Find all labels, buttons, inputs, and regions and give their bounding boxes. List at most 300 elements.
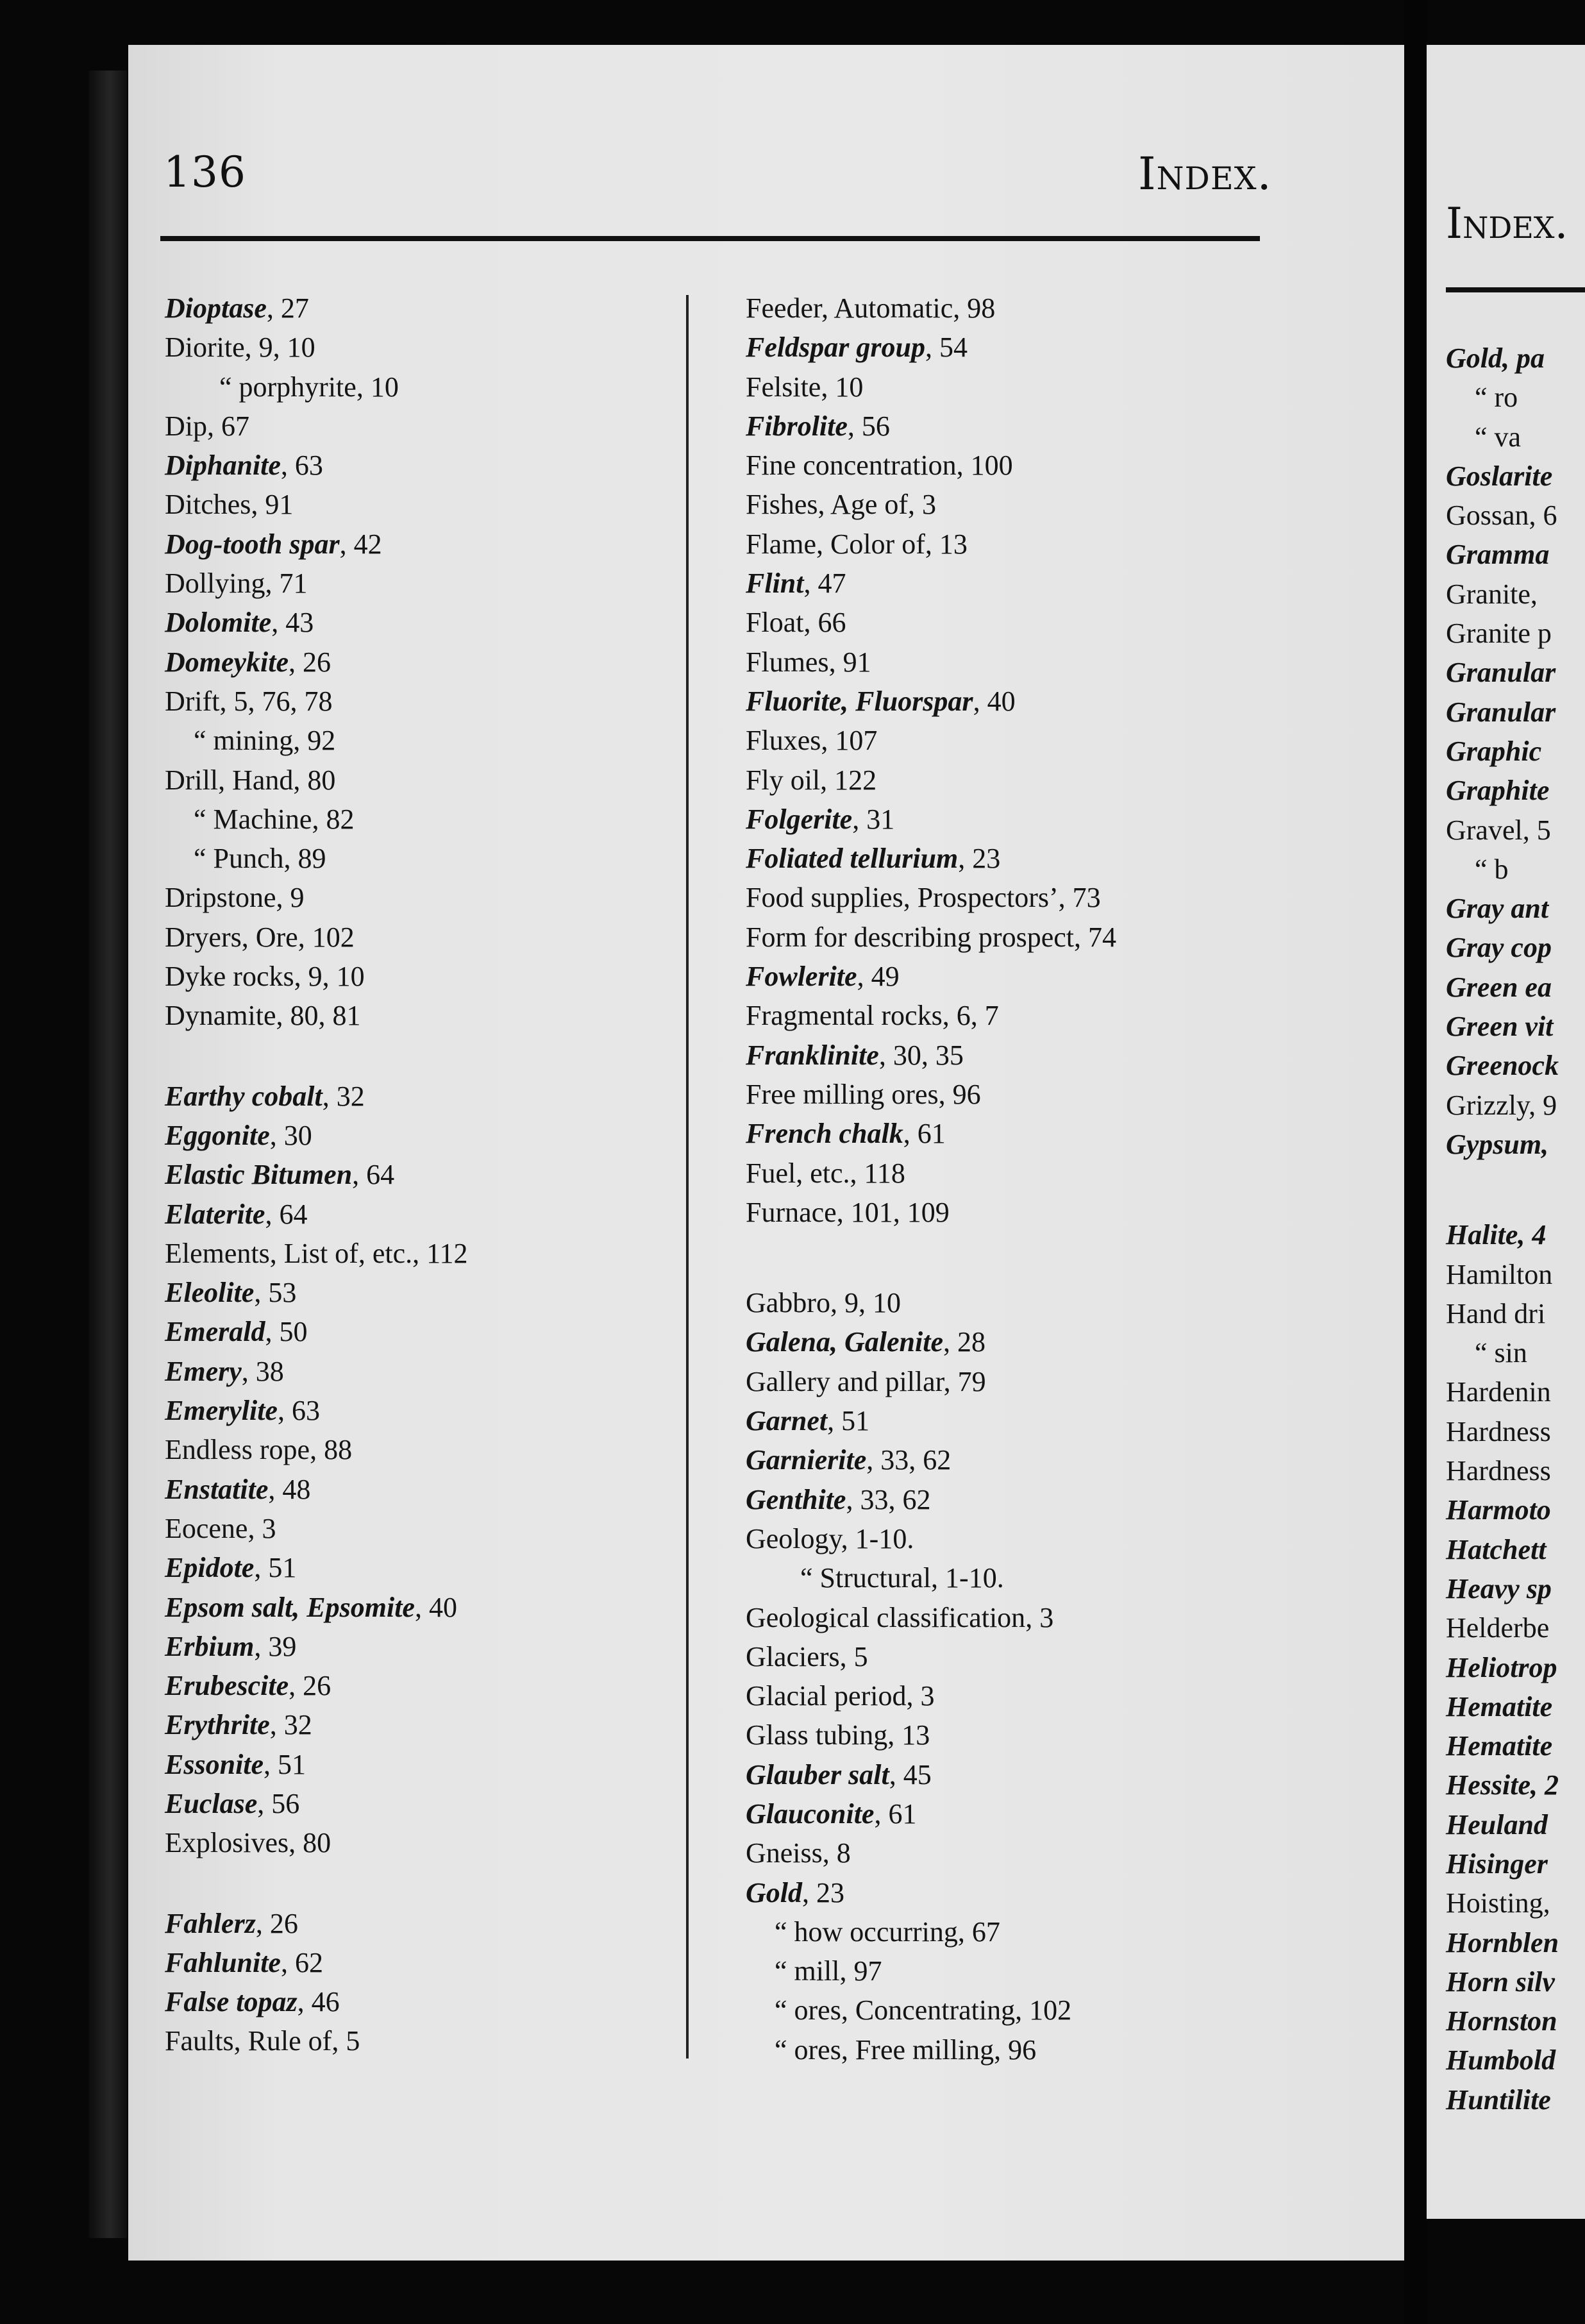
index-term: Enstatite <box>165 1473 269 1505</box>
page-references: , 26 <box>289 1670 331 1702</box>
index-term: Hardenin <box>1446 1376 1551 1408</box>
page-references: , 107 <box>821 725 878 757</box>
index-term: Graphic <box>1446 735 1542 767</box>
index-entry <box>165 328 468 367</box>
index-term: Essonite <box>165 1748 264 1780</box>
index-entry <box>746 839 1116 878</box>
index-term: Flumes <box>746 646 829 678</box>
index-entry <box>1446 1007 1559 1046</box>
index-term: Huntilite <box>1446 2084 1551 2116</box>
index-term: Eocene <box>165 1512 248 1544</box>
index-term: Heuland <box>1446 1808 1548 1840</box>
index-entry <box>746 525 1116 564</box>
index-term: Emerylite <box>165 1395 278 1427</box>
index-term: Dip <box>165 410 207 442</box>
index-term: Genthite <box>746 1483 846 1515</box>
index-entry <box>1446 1805 1559 1844</box>
index-entry <box>165 1548 468 1587</box>
index-entry <box>165 800 468 839</box>
index-term: Glaciers <box>746 1640 840 1672</box>
page-references: , 74 <box>1074 921 1116 953</box>
index-term: Humbold <box>1446 2044 1556 2076</box>
index-entry <box>165 1784 468 1823</box>
index-term: Hatchett <box>1446 1533 1547 1565</box>
index-term: Dioptase <box>165 292 267 324</box>
page-number: 136 <box>164 147 246 197</box>
index-term: Geological classification <box>746 1601 1026 1633</box>
index-entry <box>1446 732 1559 771</box>
page-references: , 96 <box>994 2034 1037 2066</box>
index-entry <box>165 1077 468 1116</box>
index-entry <box>165 367 468 407</box>
index-entry <box>1446 1844 1559 1883</box>
index-term: Hornblen <box>1446 1926 1559 1958</box>
index-term: Fowlerite <box>746 961 857 993</box>
index-entry <box>165 289 468 328</box>
page-references: , 48 <box>268 1473 311 1505</box>
index-entry <box>746 643 1116 682</box>
index-entry <box>165 1666 468 1705</box>
index-term: “ mill <box>775 1955 840 1987</box>
index-entry <box>1446 811 1559 850</box>
index-term: Gramma <box>1446 539 1550 571</box>
section-gap <box>746 1232 1116 1283</box>
facing-page-column <box>1446 339 1559 2119</box>
index-entry <box>746 996 1116 1035</box>
index-term: Diphanite <box>165 450 281 482</box>
index-entry <box>746 367 1116 407</box>
index-entry <box>1446 1086 1559 1125</box>
index-term: Elements, List of, etc. <box>165 1237 413 1269</box>
page-references: , 42 <box>339 528 382 560</box>
index-entry <box>165 407 468 446</box>
index-term: Folgerite <box>746 803 853 835</box>
index-term: Garnierite <box>746 1444 867 1476</box>
index-entry <box>746 1480 1116 1519</box>
page-references: , 6, 7 <box>942 1000 999 1032</box>
page-references: , 13 <box>925 528 968 560</box>
index-entry <box>165 682 468 721</box>
page-references: , 61 <box>903 1118 946 1150</box>
index-term: Feldspar group <box>746 332 925 364</box>
index-term: Graphite <box>1446 775 1550 807</box>
index-entry <box>1446 339 1559 378</box>
page-references: , 102 <box>1015 1994 1072 2026</box>
index-term: Gneiss <box>746 1837 823 1869</box>
index-term: Free milling ores <box>746 1078 939 1110</box>
index-term: Faults, Rule of <box>165 2025 332 2057</box>
page-references: , 51 <box>264 1748 306 1780</box>
index-term: Franklinite <box>746 1039 879 1071</box>
index-term: Elaterite <box>165 1198 265 1230</box>
index-term: Fluorite, Fluorspar <box>746 685 973 717</box>
index-term: Furnace <box>746 1196 837 1228</box>
page-references: , 64 <box>352 1159 395 1191</box>
page-references: , 32 <box>322 1080 365 1112</box>
page-references: , 3 <box>906 1680 935 1712</box>
index-term: Dollying <box>165 568 265 600</box>
index-entry <box>746 800 1116 839</box>
section-gap <box>165 1863 468 1904</box>
index-term: “ how occurring <box>775 1916 958 1948</box>
index-entry <box>1446 1215 1559 1254</box>
running-head-title: Index. <box>1138 147 1272 200</box>
index-term: Hamilton <box>1446 1258 1553 1290</box>
index-entry <box>165 721 468 760</box>
index-term: Harmoto <box>1446 1494 1551 1526</box>
index-term: Food supplies, Prospectors’ <box>746 882 1059 914</box>
page-references: , 66 <box>803 607 846 639</box>
index-term: Glacial period <box>746 1680 907 1712</box>
index-entry <box>1446 2080 1559 2119</box>
index-term: French chalk <box>746 1118 903 1150</box>
index-entry <box>165 1904 468 1943</box>
page-references: , 26 <box>289 646 331 678</box>
page-references: , 56 <box>847 410 890 442</box>
binding-edge <box>88 71 127 2238</box>
page-references: , 23 <box>958 843 1001 875</box>
index-term: Gold, pa <box>1446 342 1545 374</box>
index-term: Foliated tellurium <box>746 843 959 875</box>
page-references: , 97 <box>839 1955 882 1987</box>
index-term: Horn silv <box>1446 1966 1555 1998</box>
index-entry <box>746 2030 1116 2069</box>
page-references: , 49 <box>857 961 900 993</box>
index-entry <box>1446 653 1559 692</box>
index-term: Dyke rocks <box>165 961 294 993</box>
index-term: Form for describing prospect <box>746 921 1074 953</box>
index-term: Emerald <box>165 1316 265 1348</box>
page-references: , 27 <box>266 292 309 324</box>
page-references: , 80 <box>293 764 336 796</box>
index-term: Hardness <box>1446 1415 1551 1447</box>
page-references: , 100 <box>956 450 1013 482</box>
page-references: , 89 <box>283 843 326 875</box>
index-entry <box>165 1234 468 1273</box>
index-entry <box>746 1075 1116 1114</box>
index-entry <box>1446 1608 1559 1647</box>
page-references: , 67 <box>957 1916 1000 1948</box>
page-references: , 51 <box>254 1552 297 1584</box>
index-term: Gravel, 5 <box>1446 814 1551 846</box>
index-term: Gallery and pillar <box>746 1365 944 1397</box>
page-references: , 118 <box>850 1157 905 1189</box>
index-term: False topaz <box>165 1986 298 2018</box>
index-entry <box>746 878 1116 917</box>
index-entry <box>1446 417 1559 457</box>
page-references: , 51 <box>827 1405 870 1437</box>
page-references: , 61 <box>874 1798 917 1830</box>
index-term: Goslarite <box>1446 460 1553 492</box>
index-term: “ b <box>1475 853 1509 885</box>
page-references: , 53 <box>254 1277 297 1309</box>
index-entry <box>165 1745 468 1784</box>
index-term: Flame, Color of <box>746 528 925 560</box>
index-term: Helderbe <box>1446 1612 1550 1644</box>
index-entry <box>746 1873 1116 1912</box>
index-term: Explosives <box>165 1827 289 1859</box>
index-term: Diorite <box>165 332 245 364</box>
index-entry <box>1446 1451 1559 1490</box>
index-term: Erythrite <box>165 1709 270 1741</box>
index-entry <box>1446 928 1559 967</box>
index-term: Glauconite <box>746 1798 875 1830</box>
index-term: Hematite <box>1446 1730 1553 1762</box>
index-entry <box>165 1627 468 1666</box>
index-term: Hand dri <box>1446 1297 1546 1329</box>
index-term: “ ores, Concentrating <box>775 1994 1016 2026</box>
index-entry <box>165 1116 468 1155</box>
index-entry <box>746 918 1116 957</box>
page-references: , 67 <box>207 410 249 442</box>
index-entry <box>746 1598 1116 1637</box>
page-references: , 92 <box>293 725 336 757</box>
index-entry <box>1446 1765 1559 1805</box>
index-entry <box>746 1193 1116 1232</box>
index-entry <box>746 1558 1116 1597</box>
index-entry <box>1446 614 1559 653</box>
index-term: Fine concentration <box>746 450 957 482</box>
index-term: Eleolite <box>165 1277 255 1309</box>
index-entry <box>746 761 1116 800</box>
index-term: Ditches <box>165 489 251 521</box>
column-divider <box>686 295 689 2059</box>
index-entry <box>1446 496 1559 535</box>
index-entry <box>1446 1125 1559 1164</box>
page-references: , 3 <box>908 489 936 521</box>
index-entry <box>165 485 468 524</box>
page-references: , 23 <box>802 1876 844 1908</box>
index-entry <box>165 2021 468 2060</box>
index-term: Epidote <box>165 1552 255 1584</box>
index-entry <box>1446 575 1559 614</box>
index-entry <box>746 1833 1116 1873</box>
page-references: , 91 <box>251 489 294 521</box>
index-term: Glass tubing <box>746 1719 888 1751</box>
index-entry <box>1446 1046 1559 1085</box>
facing-page-rule <box>1446 287 1585 292</box>
index-entry <box>746 289 1116 328</box>
index-entry <box>1446 2001 1559 2041</box>
index-term: Green vit <box>1446 1011 1554 1043</box>
index-term: Hisinger <box>1446 1848 1548 1880</box>
page-references: , 9, 10 <box>244 332 315 364</box>
index-entry <box>746 1283 1116 1322</box>
page-references: , 28 <box>943 1326 985 1358</box>
index-entry <box>1446 1530 1559 1569</box>
index-entry <box>165 1943 468 1982</box>
index-entry <box>1446 457 1559 496</box>
index-term: Gold <box>746 1876 802 1908</box>
index-entry <box>165 446 468 485</box>
index-entry <box>746 564 1116 603</box>
index-entry <box>165 1470 468 1509</box>
index-term: Heliotrop <box>1446 1651 1557 1683</box>
page-references: , 98 <box>953 292 996 324</box>
index-entry <box>165 643 468 682</box>
page-references: , 101, 109 <box>836 1196 950 1228</box>
index-entry <box>1446 1294 1559 1333</box>
index-entry <box>165 564 468 603</box>
page-references: , 9, 10 <box>830 1287 901 1319</box>
page-references: , 32 <box>269 1709 312 1741</box>
page-references: , 9 <box>276 882 305 914</box>
page-references: , 80, 81 <box>276 1000 361 1032</box>
index-entry <box>1446 1923 1559 1962</box>
index-term: Erubescite <box>165 1670 289 1702</box>
index-entry <box>165 1588 468 1627</box>
index-term: Hardness <box>1446 1455 1551 1487</box>
index-term: Gossan, 6 <box>1446 500 1557 532</box>
index-term: Float <box>746 607 804 639</box>
index-entry <box>746 682 1116 721</box>
index-term: Greenock <box>1446 1050 1559 1082</box>
index-entry <box>165 1705 468 1744</box>
page-references: , 45 <box>889 1758 932 1790</box>
page-references: , 5 <box>331 2025 360 2057</box>
page-references: , 54 <box>925 332 968 364</box>
page-references: , 33, 62 <box>866 1444 952 1476</box>
index-term: Fibrolite <box>746 410 848 442</box>
index-entry <box>746 1676 1116 1715</box>
index-term: Hematite <box>1446 1690 1553 1722</box>
index-entry <box>165 1273 468 1312</box>
index-entry <box>1446 1255 1559 1294</box>
index-entry <box>746 603 1116 642</box>
index-term: Drift <box>165 685 220 717</box>
index-entry <box>165 1155 468 1194</box>
index-entry <box>746 328 1116 367</box>
index-entry <box>746 446 1116 485</box>
index-entry <box>1446 1333 1559 1372</box>
page-references: , 30, 35 <box>878 1039 964 1071</box>
page-references: , 64 <box>265 1198 308 1230</box>
index-entry <box>746 1755 1116 1794</box>
index-entry <box>165 1823 468 1862</box>
facing-page <box>1427 45 1585 2219</box>
index-entry <box>165 996 468 1035</box>
index-term: Emery <box>165 1355 242 1387</box>
index-term: Fishes, Age of <box>746 489 908 521</box>
index-term: Fluxes <box>746 725 821 757</box>
index-term: “ ro <box>1475 382 1518 414</box>
index-term: “ va <box>1475 421 1522 453</box>
index-term: “ Structural <box>800 1562 932 1594</box>
index-term: Erbium <box>165 1630 255 1662</box>
index-entry <box>165 1509 468 1548</box>
index-entry <box>165 1195 468 1234</box>
index-entry <box>1446 535 1559 574</box>
index-term: Dripstone <box>165 882 276 914</box>
index-term: Gray cop <box>1446 932 1552 964</box>
index-term: Gabbro <box>746 1287 830 1319</box>
index-term: Dog-tooth spar <box>165 528 340 560</box>
index-entry <box>746 721 1116 760</box>
index-term: Fly oil <box>746 764 821 796</box>
page-references: , 73 <box>1058 882 1101 914</box>
index-term: Endless rope <box>165 1434 310 1466</box>
page-references: , 80 <box>289 1827 331 1859</box>
index-entry <box>746 1440 1116 1479</box>
page-references: , 91 <box>828 646 871 678</box>
index-entry <box>1446 1883 1559 1923</box>
page-references: , 1-10. <box>931 1562 1004 1594</box>
index-term: Fahlerz <box>165 1907 256 1939</box>
index-entry <box>1446 1412 1559 1451</box>
index-term: “ Punch <box>194 843 284 875</box>
section-gap <box>1446 1164 1559 1215</box>
index-term: Flint <box>746 568 804 600</box>
index-entry <box>746 407 1116 446</box>
index-entry <box>1446 771 1559 810</box>
index-entry <box>746 1794 1116 1833</box>
page-references: , 8 <box>822 1837 851 1869</box>
page-references: , 82 <box>312 803 355 835</box>
page-references: , 102 <box>298 921 355 953</box>
index-entry <box>165 839 468 878</box>
page-references: , 9, 10 <box>294 961 365 993</box>
index-term: Glauber salt <box>746 1758 889 1790</box>
index-term: Fahlunite <box>165 1946 281 1978</box>
page-references: , 3 <box>247 1512 276 1544</box>
index-entry <box>165 603 468 642</box>
index-entry <box>746 1154 1116 1193</box>
index-entry <box>1446 1648 1559 1687</box>
index-entry <box>746 1322 1116 1361</box>
index-term: Geology <box>746 1522 841 1554</box>
page-references: , 46 <box>297 1986 340 2018</box>
index-entry <box>746 1362 1116 1401</box>
index-term: “ porphyrite <box>219 371 356 403</box>
index-entry <box>746 1036 1116 1075</box>
page-references: , 5, 76, 78 <box>219 685 333 717</box>
page-references: , 13 <box>887 1719 930 1751</box>
index-term: Granular <box>1446 657 1556 689</box>
page-references: , 5 <box>839 1640 868 1672</box>
index-column-right <box>746 289 1116 2069</box>
header-rule <box>160 236 1260 241</box>
page-references: , 33, 62 <box>846 1483 931 1515</box>
index-entry <box>1446 1726 1559 1765</box>
index-entry <box>165 1352 468 1391</box>
index-term: Feeder, Automatic <box>746 292 953 324</box>
index-entry <box>1446 1687 1559 1726</box>
page-references: , 63 <box>277 1395 320 1427</box>
index-term: “ Machine <box>194 803 312 835</box>
index-entry <box>165 761 468 800</box>
index-entry <box>165 1982 468 2021</box>
index-entry <box>1446 693 1559 732</box>
index-term: Hoisting, <box>1446 1887 1550 1919</box>
page-references: , 30 <box>269 1119 312 1151</box>
index-term: Elastic Bitumen <box>165 1159 353 1191</box>
index-term: Felsite <box>746 371 821 403</box>
index-entry <box>1446 1962 1559 2001</box>
index-entry <box>1446 1372 1559 1411</box>
index-entry <box>746 1401 1116 1440</box>
index-term: Dryers, Ore <box>165 921 298 953</box>
index-entry <box>746 1637 1116 1676</box>
index-term: Halite, 4 <box>1446 1219 1547 1251</box>
index-entry <box>746 1519 1116 1558</box>
index-term: Fragmental rocks <box>746 1000 943 1032</box>
index-entry <box>1446 1490 1559 1529</box>
index-entry <box>165 1430 468 1469</box>
page-references: , 63 <box>280 450 323 482</box>
index-entry <box>165 878 468 917</box>
index-entry <box>1446 2041 1559 2080</box>
index-term: Fuel, etc. <box>746 1157 850 1189</box>
